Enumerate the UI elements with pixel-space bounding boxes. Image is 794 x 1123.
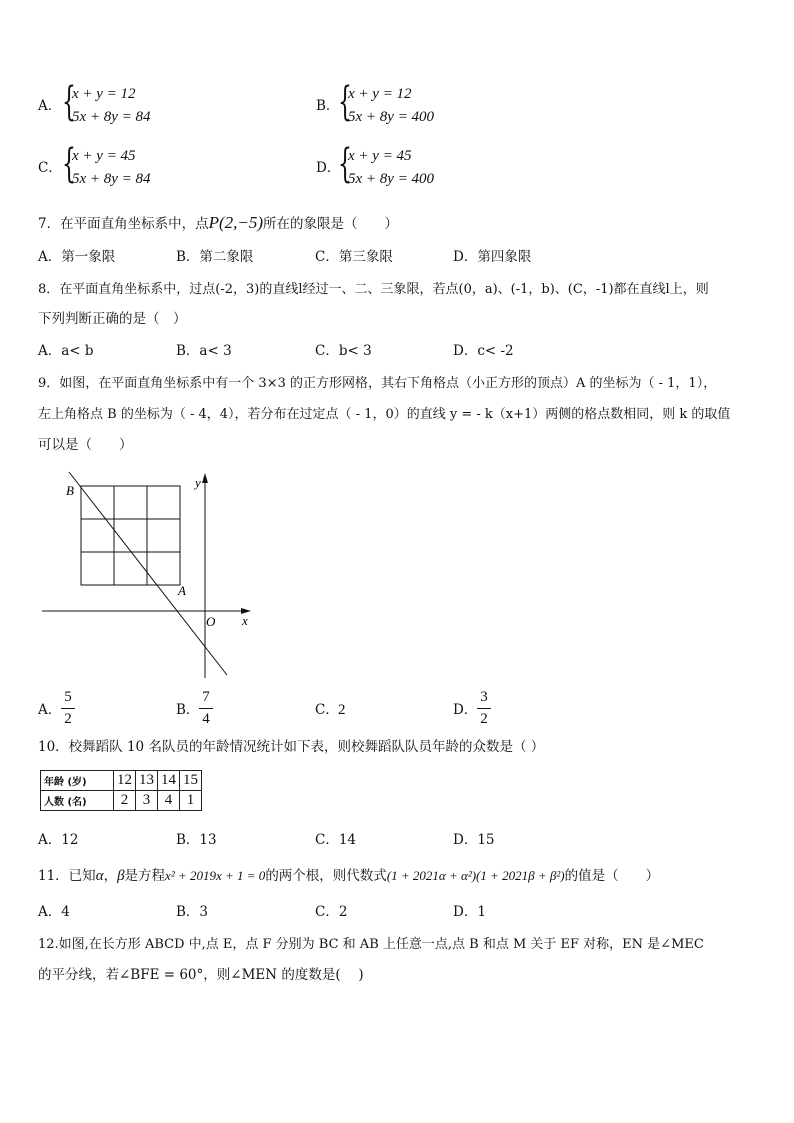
q6-option-d-brace: {: [338, 141, 352, 187]
q11-stem-mid: 是方程: [124, 868, 166, 884]
q9-y-axis-arrow: [202, 473, 208, 483]
q9-option-d-label: D．: [453, 702, 478, 718]
q6-option-c-brace: {: [62, 141, 76, 187]
q9-option-b-fraction-bar: [199, 708, 213, 709]
q8-option-a: A．a< b: [38, 343, 94, 359]
table-row: [41, 791, 202, 811]
q7-option-d: D．第四象限: [453, 249, 532, 265]
q8-option-c: C．b< 3: [315, 343, 372, 359]
q6-option-a-brace: {: [62, 79, 76, 125]
q9-grid-outline: [81, 486, 180, 585]
q10-option-a: A．12: [38, 832, 79, 848]
q9-label-b: B: [66, 483, 74, 498]
q9-option-d-fraction-bar: [477, 708, 491, 709]
q10-stem: 10．校舞蹈队 10 名队员的年龄情况统计如下表，则校舞蹈队队员年龄的众数是（ ）: [38, 739, 545, 755]
q10-option-d: D．15: [453, 832, 495, 848]
q6-option-d-eq2: 5x + 8y = 400: [348, 171, 435, 187]
q8-stem-line2: 下列判断正确的是（ ）: [38, 311, 187, 327]
q11-option-b: B．3: [176, 904, 209, 920]
q9-option-b-denominator: 4: [202, 711, 210, 727]
q11-expression: (1 + 2021α + α²)(1 + 2021β + β²): [386, 868, 565, 883]
q9-label-x: x: [242, 613, 248, 628]
q6-option-c-label: C．: [38, 160, 62, 176]
q6-option-d-eq1: x + y = 45: [348, 148, 412, 164]
q11-stem-mid2: 的两个根，则代数式: [265, 868, 387, 884]
q6-option-b-eq2: 5x + 8y = 400: [348, 109, 435, 125]
q9-line-y-eq-neg-k-x-plus-1: [69, 472, 227, 675]
q6-option-a-label: A．: [38, 98, 62, 114]
q9-option-c-value: 2: [338, 702, 346, 718]
q9-label-y: y: [195, 475, 201, 490]
q6-option-d-label: D．: [316, 160, 341, 176]
q11-stem-suffix: 的值是（ ）: [564, 868, 660, 884]
q6-option-b-brace: {: [338, 79, 352, 125]
q11-stem: [38, 869, 659, 884]
q9-option-a-label: A．: [38, 702, 62, 718]
q9-option-a-fraction: [61, 689, 75, 728]
table-row: [41, 771, 202, 791]
q7-option-a: A．第一象限: [38, 249, 116, 265]
q6-option-b-eq1: x + y = 12: [348, 86, 412, 102]
q8-option-d: D．c< -2: [453, 343, 514, 359]
q9-option-b-numerator: 7: [202, 689, 210, 705]
q9-option-d-numerator: 3: [480, 689, 488, 705]
q10-option-b: B．13: [176, 832, 217, 848]
q9-figure: [38, 470, 258, 685]
q12-stem-line2: 的平分线，若∠BFE = 60°，则∠MEN 的度数是( ): [38, 967, 364, 983]
table-cell: 12: [114, 771, 136, 791]
q9-option-c-label: C．: [315, 702, 339, 718]
q7-stem-prefix: 7．在平面直角坐标系中，点: [38, 216, 209, 232]
q12-stem-line1: 12.如图,在长方形 ABCD 中,点 E，点 F 分别为 BC 和 AB 上任意一点,点 B 和点 M 关于 EF 对称，EN 是∠MEC: [38, 937, 704, 952]
table-cell: 14: [158, 771, 180, 791]
q11-option-d: D．1: [453, 904, 486, 920]
table-cell: 15: [180, 771, 202, 791]
q11-beta: β: [117, 868, 125, 884]
q7-stem: [38, 214, 398, 232]
q9-option-a-denominator: 2: [64, 711, 72, 727]
q9-option-a-fraction-bar: [61, 708, 75, 709]
q8-option-b: B．a< 3: [176, 343, 232, 359]
q11-stem-prefix: 11．已知: [38, 868, 96, 884]
q9-option-d-denominator: 2: [480, 711, 488, 727]
q10-option-c: C．14: [315, 832, 357, 848]
q9-option-b-label: B．: [176, 702, 200, 718]
q9-stem-line3: 可以是（ ）: [38, 437, 133, 453]
q9-label-a: A: [178, 583, 186, 598]
table-cell: 1: [180, 791, 202, 811]
q9-option-a-numerator: 5: [64, 689, 72, 705]
q11-separator: ，: [103, 868, 118, 884]
q7-stem-suffix: 所在的象限是（ ）: [263, 216, 399, 232]
q6-option-c-eq2: 5x + 8y = 84: [72, 171, 151, 187]
q6-option-a-eq2: 5x + 8y = 84: [72, 109, 151, 125]
q11-alpha: α: [95, 868, 104, 884]
q8-stem-line1: 8．在平面直角坐标系中，过点(-2，3)的直线l经过一、二、三象限，若点(0，a)、(-1，b)、(C，-1)都在直线l上，则: [38, 282, 709, 297]
table-cell: 3: [136, 791, 158, 811]
table-cell: 2: [114, 791, 136, 811]
q6-option-c-eq1: x + y = 45: [72, 148, 136, 164]
q9-option-b-fraction: [199, 689, 213, 728]
table-header-age: 年龄 (岁): [41, 771, 114, 791]
table-cell: 13: [136, 771, 158, 791]
table-header-count: 人数 (名): [41, 791, 114, 811]
q7-option-b: B．第二象限: [176, 249, 254, 265]
q6-option-b-label: B．: [316, 98, 340, 114]
q11-equation: x² + 2019x + 1 = 0: [165, 868, 266, 883]
q9-label-origin: O: [206, 614, 216, 629]
q10-age-table: [40, 770, 202, 811]
q7-point: P(2,−5): [208, 213, 264, 232]
table-cell: 4: [158, 791, 180, 811]
q7-option-c: C．第三象限: [315, 249, 393, 265]
q11-option-a: A．4: [38, 904, 70, 920]
q9-option-d-fraction: [477, 689, 491, 728]
q9-stem-line2: 左上角格点 B 的坐标为（ - 4，4），若分布在过定点（ - 1，0）的直线 y = - k（x+1）两侧的格点数相同，则 k 的取值: [38, 407, 731, 422]
q11-option-c: C．2: [315, 904, 348, 920]
q6-option-a-eq1: x + y = 12: [72, 86, 136, 102]
q9-stem-line1: 9．如图，在平面直角坐标系中有一个 3×3 的正方形网格，其右下角格点（小正方形的顶点）A 的坐标为（ - 1，1），: [38, 376, 717, 391]
